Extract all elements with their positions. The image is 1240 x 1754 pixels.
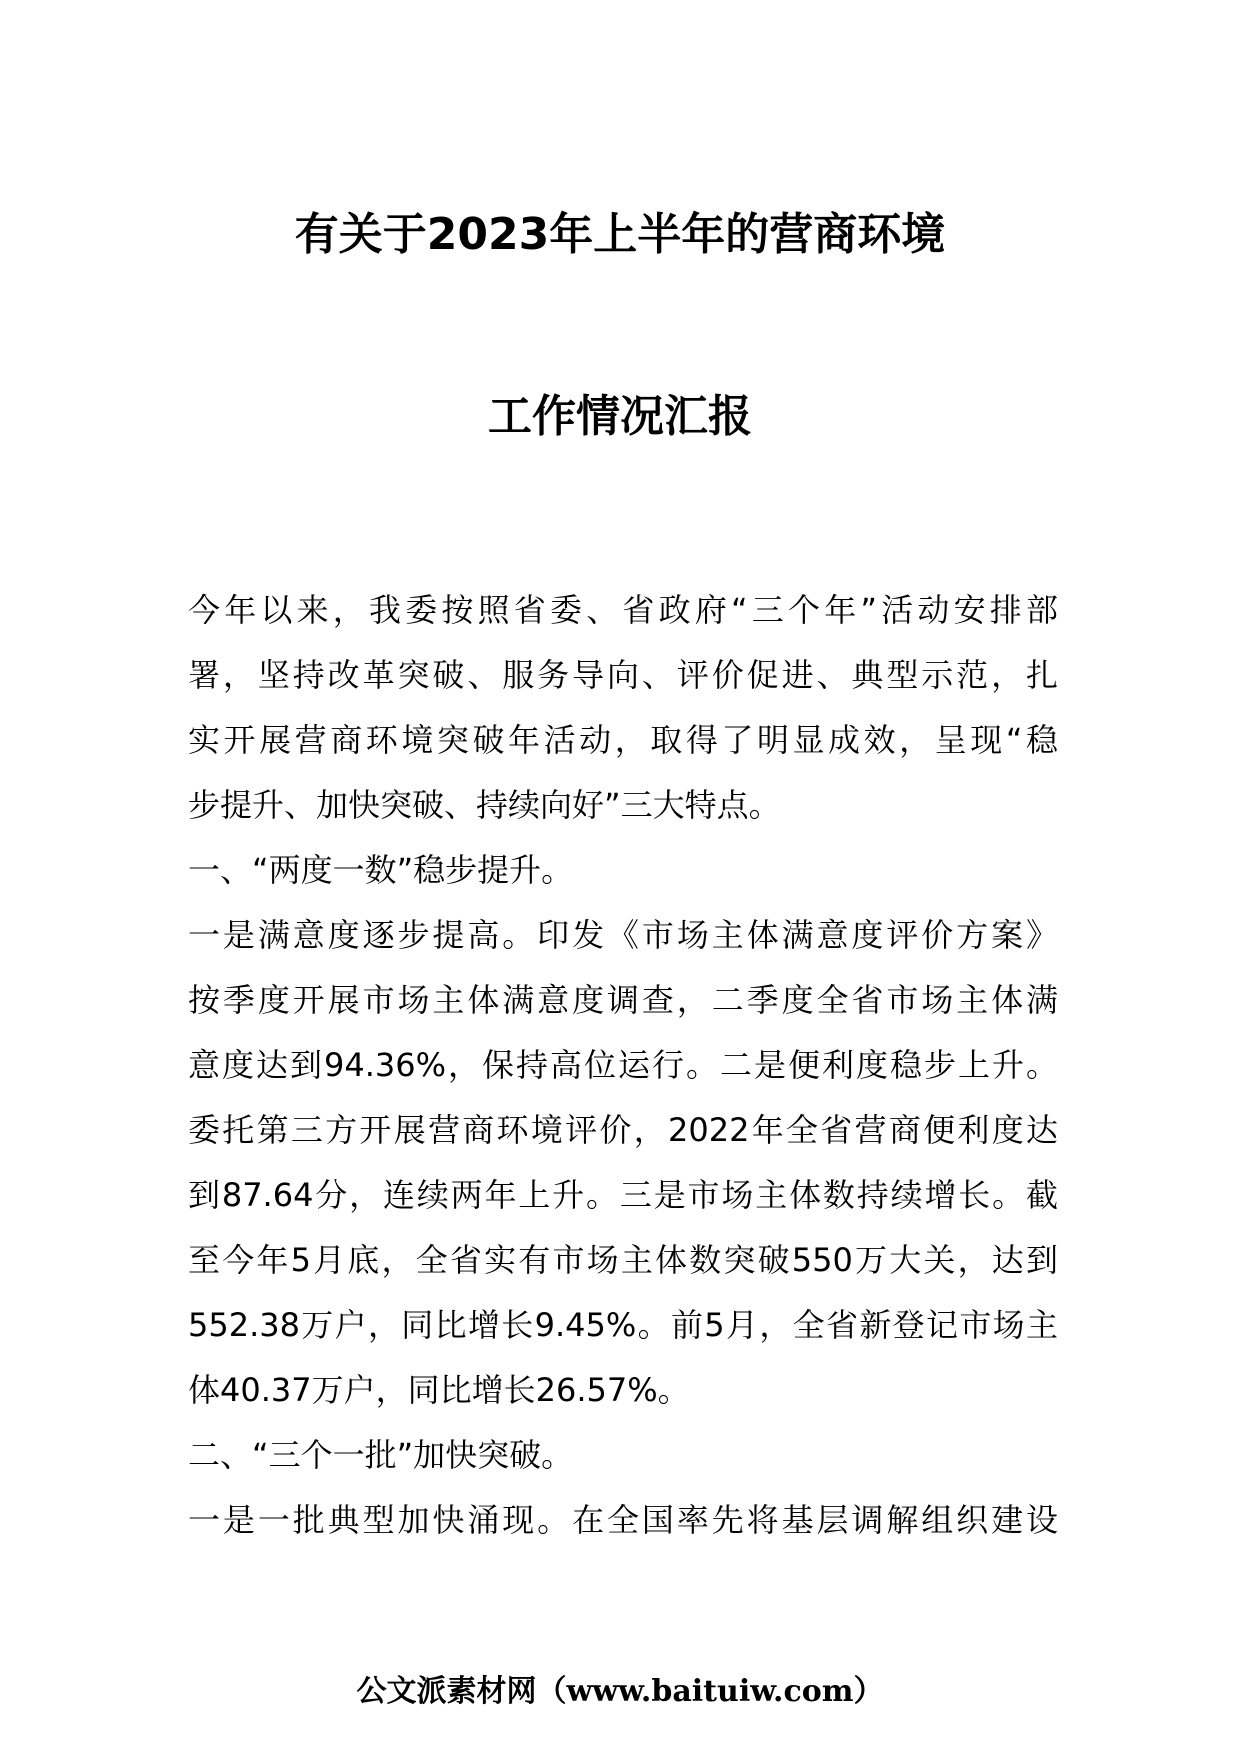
document-title-line-1: 有关于2023年上半年的营商环境 [294,209,946,260]
body-line: 到87.64分，连续两年上升。三是市场主体数持续增长。截 [188,1176,1058,1214]
body-line: 署，坚持改革突破、服务导向、评价促进、典型示范，扎 [188,656,1058,694]
body-line: 体40.37万户，同比增长26.57%。 [188,1371,690,1409]
body-line: 一是满意度逐步提高。印发《市场主体满意度评价方案》 [188,916,1058,954]
body-line: 一是一批典型加快涌现。在全国率先将基层调解组织建设 [188,1501,1058,1539]
section-heading-1: 一、“两度一数”稳步提升。 [188,851,574,889]
footer-source: 公文派素材网（www.baituiw.com） [356,1674,884,1709]
document-title-line-2: 工作情况汇报 [488,391,752,442]
body-line: 至今年5月底，全省实有市场主体数突破550万大关，达到 [188,1241,1058,1279]
body-line: 按季度开展市场主体满意度调查，二季度全省市场主体满 [188,981,1058,1019]
body-line: 552.38万户，同比增长9.45%。前5月，全省新登记市场主 [188,1306,1058,1344]
body-line: 步提升、加快突破、持续向好”三大特点。 [188,786,781,824]
body-line: 委托第三方开展营商环境评价，2022年全省营商便利度达 [188,1111,1058,1149]
body-line: 实开展营商环境突破年活动，取得了明显成效，呈现“稳 [188,721,1058,759]
document-body [188,578,1058,1553]
section-heading-2: 二、“三个一批”加快突破。 [188,1436,574,1474]
body-line: 今年以来，我委按照省委、省政府“三个年”活动安排部 [188,591,1058,629]
body-line: 意度达到94.36%，保持高位运行。二是便利度稳步上升。 [188,1046,1058,1084]
